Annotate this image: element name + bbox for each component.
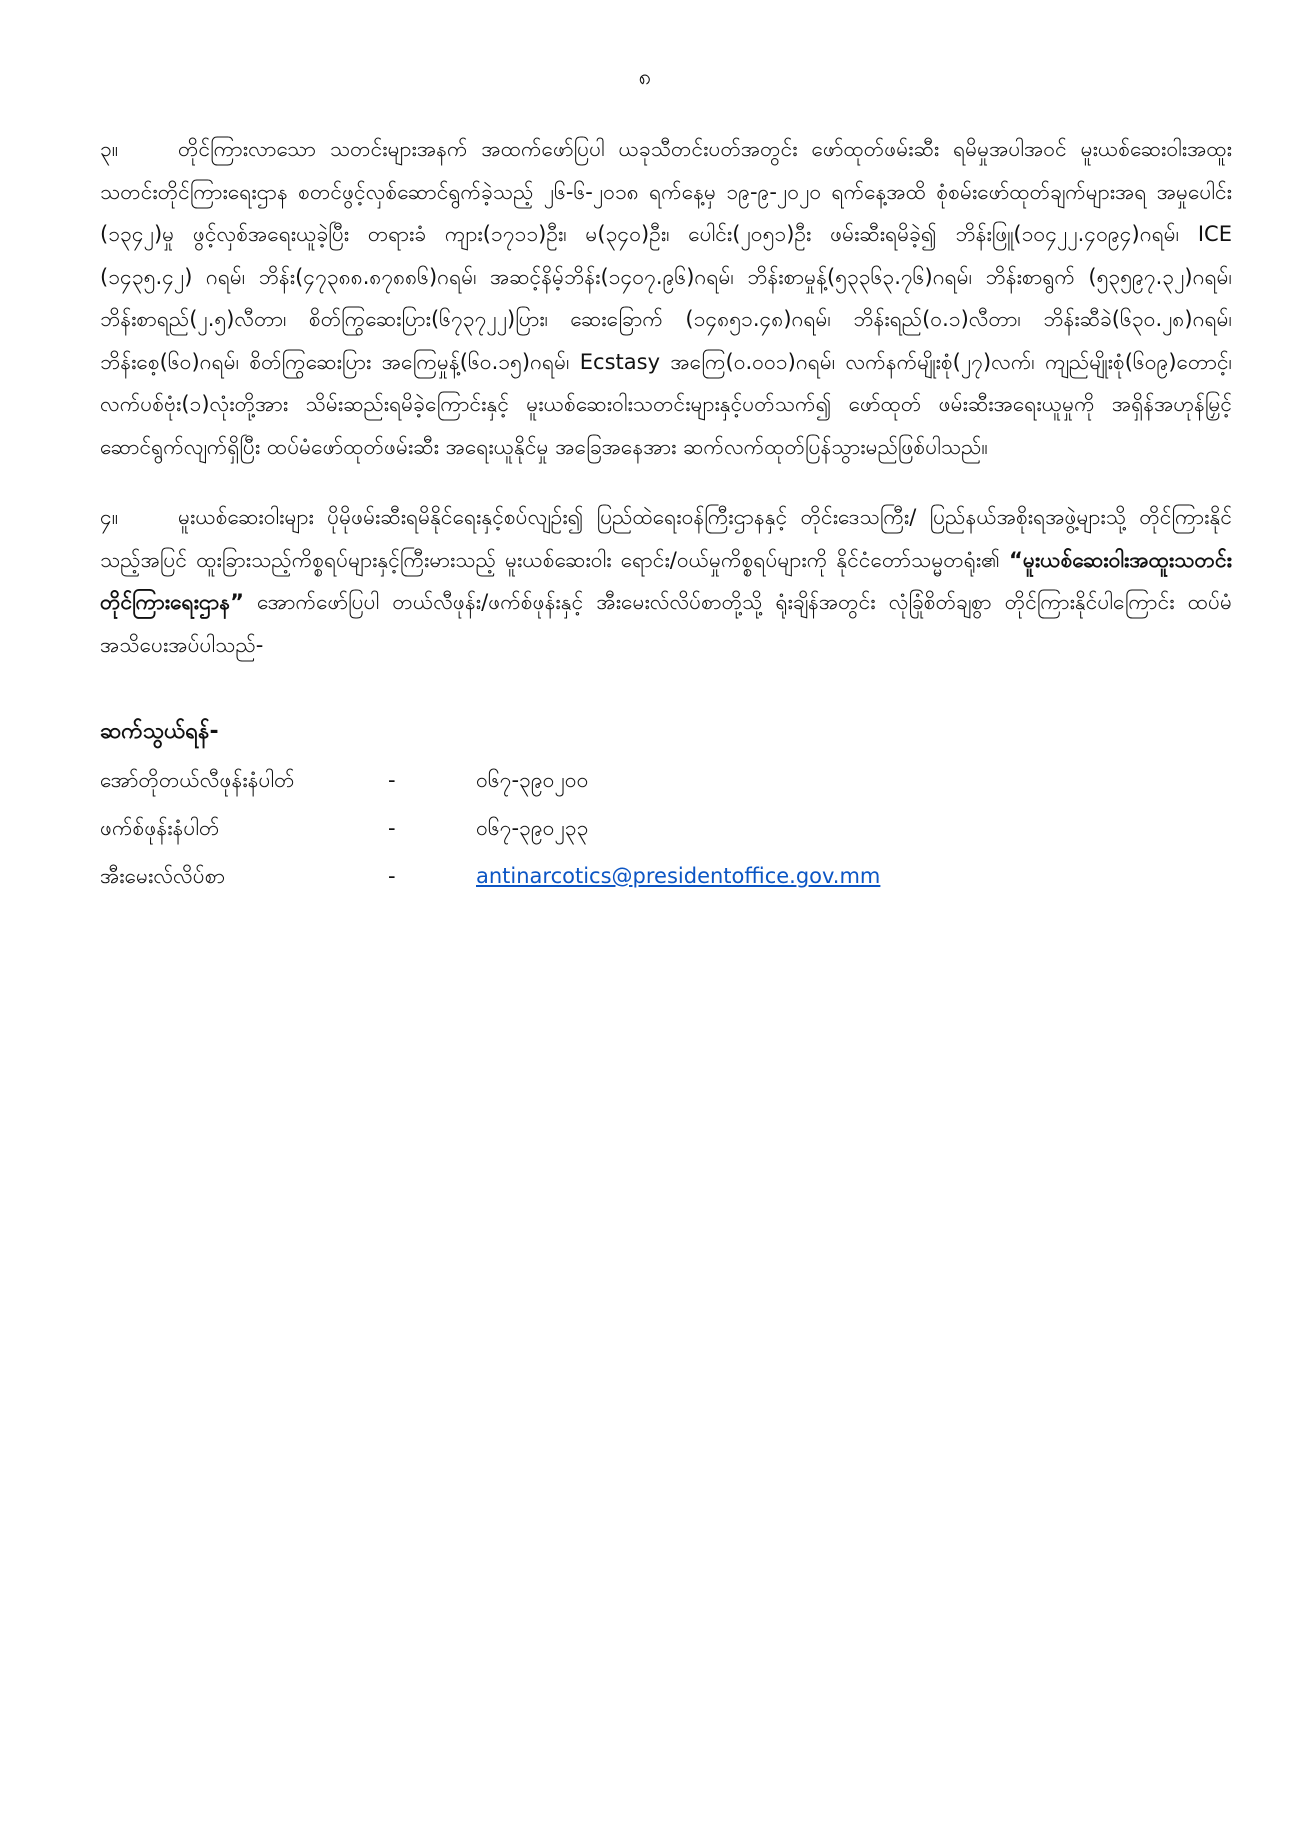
- contact-row-fax: [100, 806, 1232, 850]
- paragraph-number: ၃။: [100, 137, 119, 161]
- document-body: [100, 128, 1232, 898]
- contact-separator: -: [388, 768, 396, 792]
- paragraph-number: ၄။: [100, 505, 119, 529]
- contact-label: အီးမေးလ်လိပ်စာ: [100, 864, 226, 888]
- contact-label: ဖက်စ်ဖုန်းနံပါတ်: [100, 816, 220, 840]
- paragraph-text: တိုင်ကြားလာသော သတင်းများအနက် အထက်ဖော်ပြပါ ယခုသီတင်းပတ်အတွင်း ဖော်ထုတ်ဖမ်းဆီး ရမိမှုအပါအဝင် မူးယစ်ဆေးဝါးအထူးသတင်းတိုင်ကြားရေးဌာန စတင်ဖွင့်လှစ်ဆောင်ရွက်ခဲ့သည့် ၂၆-၆-၂၀၁၈ ရက်နေ့မှ ၁၉-၉-၂၀၂၀ ရက်နေ့အထိ စုံစမ်းဖော်ထုတ်ချက်များအရ အမှုပေါင်း (၁၃၄၂)မှု ဖွင့်လှစ်အရေးယူခဲ့ပြီး တရားခံ ကျား(၁၇၁၁)ဦး၊ မ(၃၄၀)ဦး၊ ပေါင်း(၂၀၅၁)ဦး ဖမ်းဆီးရမိခဲ့၍ ဘိန်းဖြူ(၁၀၄၂၂.၄၀၉၄)ဂရမ်၊ ICE (၁၄၃၅.၄၂) ဂရမ်၊ ဘိန်း(၄၇၃၈၈.၈၇၈၈၆)ဂရမ်၊ အဆင့်နိမ့်ဘိန်း(၁၄၀၇.၉၆)ဂရမ်၊ ဘိန်းစာမှုန့်(၅၃၃၆၃.၇၆)ဂရမ်၊ ဘိန်းစာရွက် (၅၃၅၉၇.၃၂)ဂရမ်၊ ဘိန်းစာရည်(၂.၅)လီတာ၊ စိတ်ကြွဆေးပြား(၆၇၃၇၂၂)ပြား၊ ဆေးခြောက် (၁၄၈၅၁.၄၈)ဂရမ်၊ ဘိန်းရည်(၀.၁)လီတာ၊ ဘိန်းဆီခဲ(၆၃၀.၂၈)ဂရမ်၊ ဘိန်းစေ့(၆၀)ဂရမ်၊ စိတ်ကြွဆေးပြား အကြေမှုန့်(၆၀.၁၅)ဂရမ်၊ Ecstasy အကြေ(၀.၀၀၁)ဂရမ်၊ လက်နက်မျိုးစုံ(၂၇)လက်၊ ကျည်မျိုးစုံ(၆၀၉)တောင့်၊ လက်ပစ်ဗုံး(၁)လုံးတို့အား သိမ်းဆည်းရမိခဲ့ကြောင်းနှင့် မူးယစ်ဆေးဝါးသတင်းများနှင့်ပတ်သက်၍ ဖော်ထုတ် ဖမ်းဆီးအရေးယူမှုကို အရှိန်အဟုန်မြှင့်ဆောင်ရွက်လျက်ရှိပြီး ထပ်မံဖော်ထုတ်ဖမ်းဆီး အရေးယူနိုင်မှု အခြေအနေအား ဆက်လက်ထုတ်ပြန်သွားမည်ဖြစ်ပါသည်။: [100, 137, 1232, 459]
- paragraph-text-continued: အောက်ဖော်ပြပါ တယ်လီဖုန်း/ဖက်စ်ဖုန်းနှင့် အီးမေးလ်လိပ်စာတို့သို့ ရုံးချိန်အတွင်း လုံခြုံစိတ်ချစွာ တိုင်ကြားနိုင်ပါကြောင်း ထပ်မံအသိပေးအပ်ပါသည်-: [100, 590, 1232, 657]
- contact-row-email: [100, 854, 1232, 898]
- paragraph-text: မူးယစ်ဆေးဝါးများ ပိုမိုဖမ်းဆီးရမိနိုင်ရေးနှင့်စပ်လျဉ်း၍ ပြည်ထဲရေးဝန်ကြီးဌာနနှင့် တိုင်းဒေသကြီး/ ပြည်နယ်အစိုးရအဖွဲ့များသို့ တိုင်ကြားနိုင်သည့်အပြင် ထူးခြားသည့်ကိစ္စရပ်များနှင့်ကြီးမားသည့် မူးယစ်ဆေးဝါး ရောင်း/ဝယ်မှုကိစ္စရပ်များကို နိုင်ငံတော်သမ္မတရုံး၏: [100, 505, 1232, 572]
- fax-number: ၀၆၇-၃၉၀၂၃၃: [476, 816, 589, 840]
- contact-row-phone: [100, 758, 1232, 802]
- contact-heading: ဆက်သွယ်ရန်-: [100, 719, 219, 744]
- paragraph-4: [100, 496, 1232, 666]
- phone-number: ၀၆၇-၃၉၀၂၀၀: [476, 768, 589, 792]
- email-link[interactable]: antinarcotics@presidentoffice.gov.mm: [476, 864, 881, 888]
- page-number: ၈: [638, 65, 652, 90]
- department-name: “မူးယစ်ဆေးဝါးအထူးသတင်းတိုင်ကြားရေးဌာန”: [100, 547, 1232, 614]
- paragraph-3: [100, 128, 1232, 468]
- contact-separator: -: [388, 816, 396, 840]
- contact-separator: -: [388, 864, 396, 888]
- contact-label: အော်တိုတယ်လီဖုန်းနံပါတ်: [100, 768, 295, 792]
